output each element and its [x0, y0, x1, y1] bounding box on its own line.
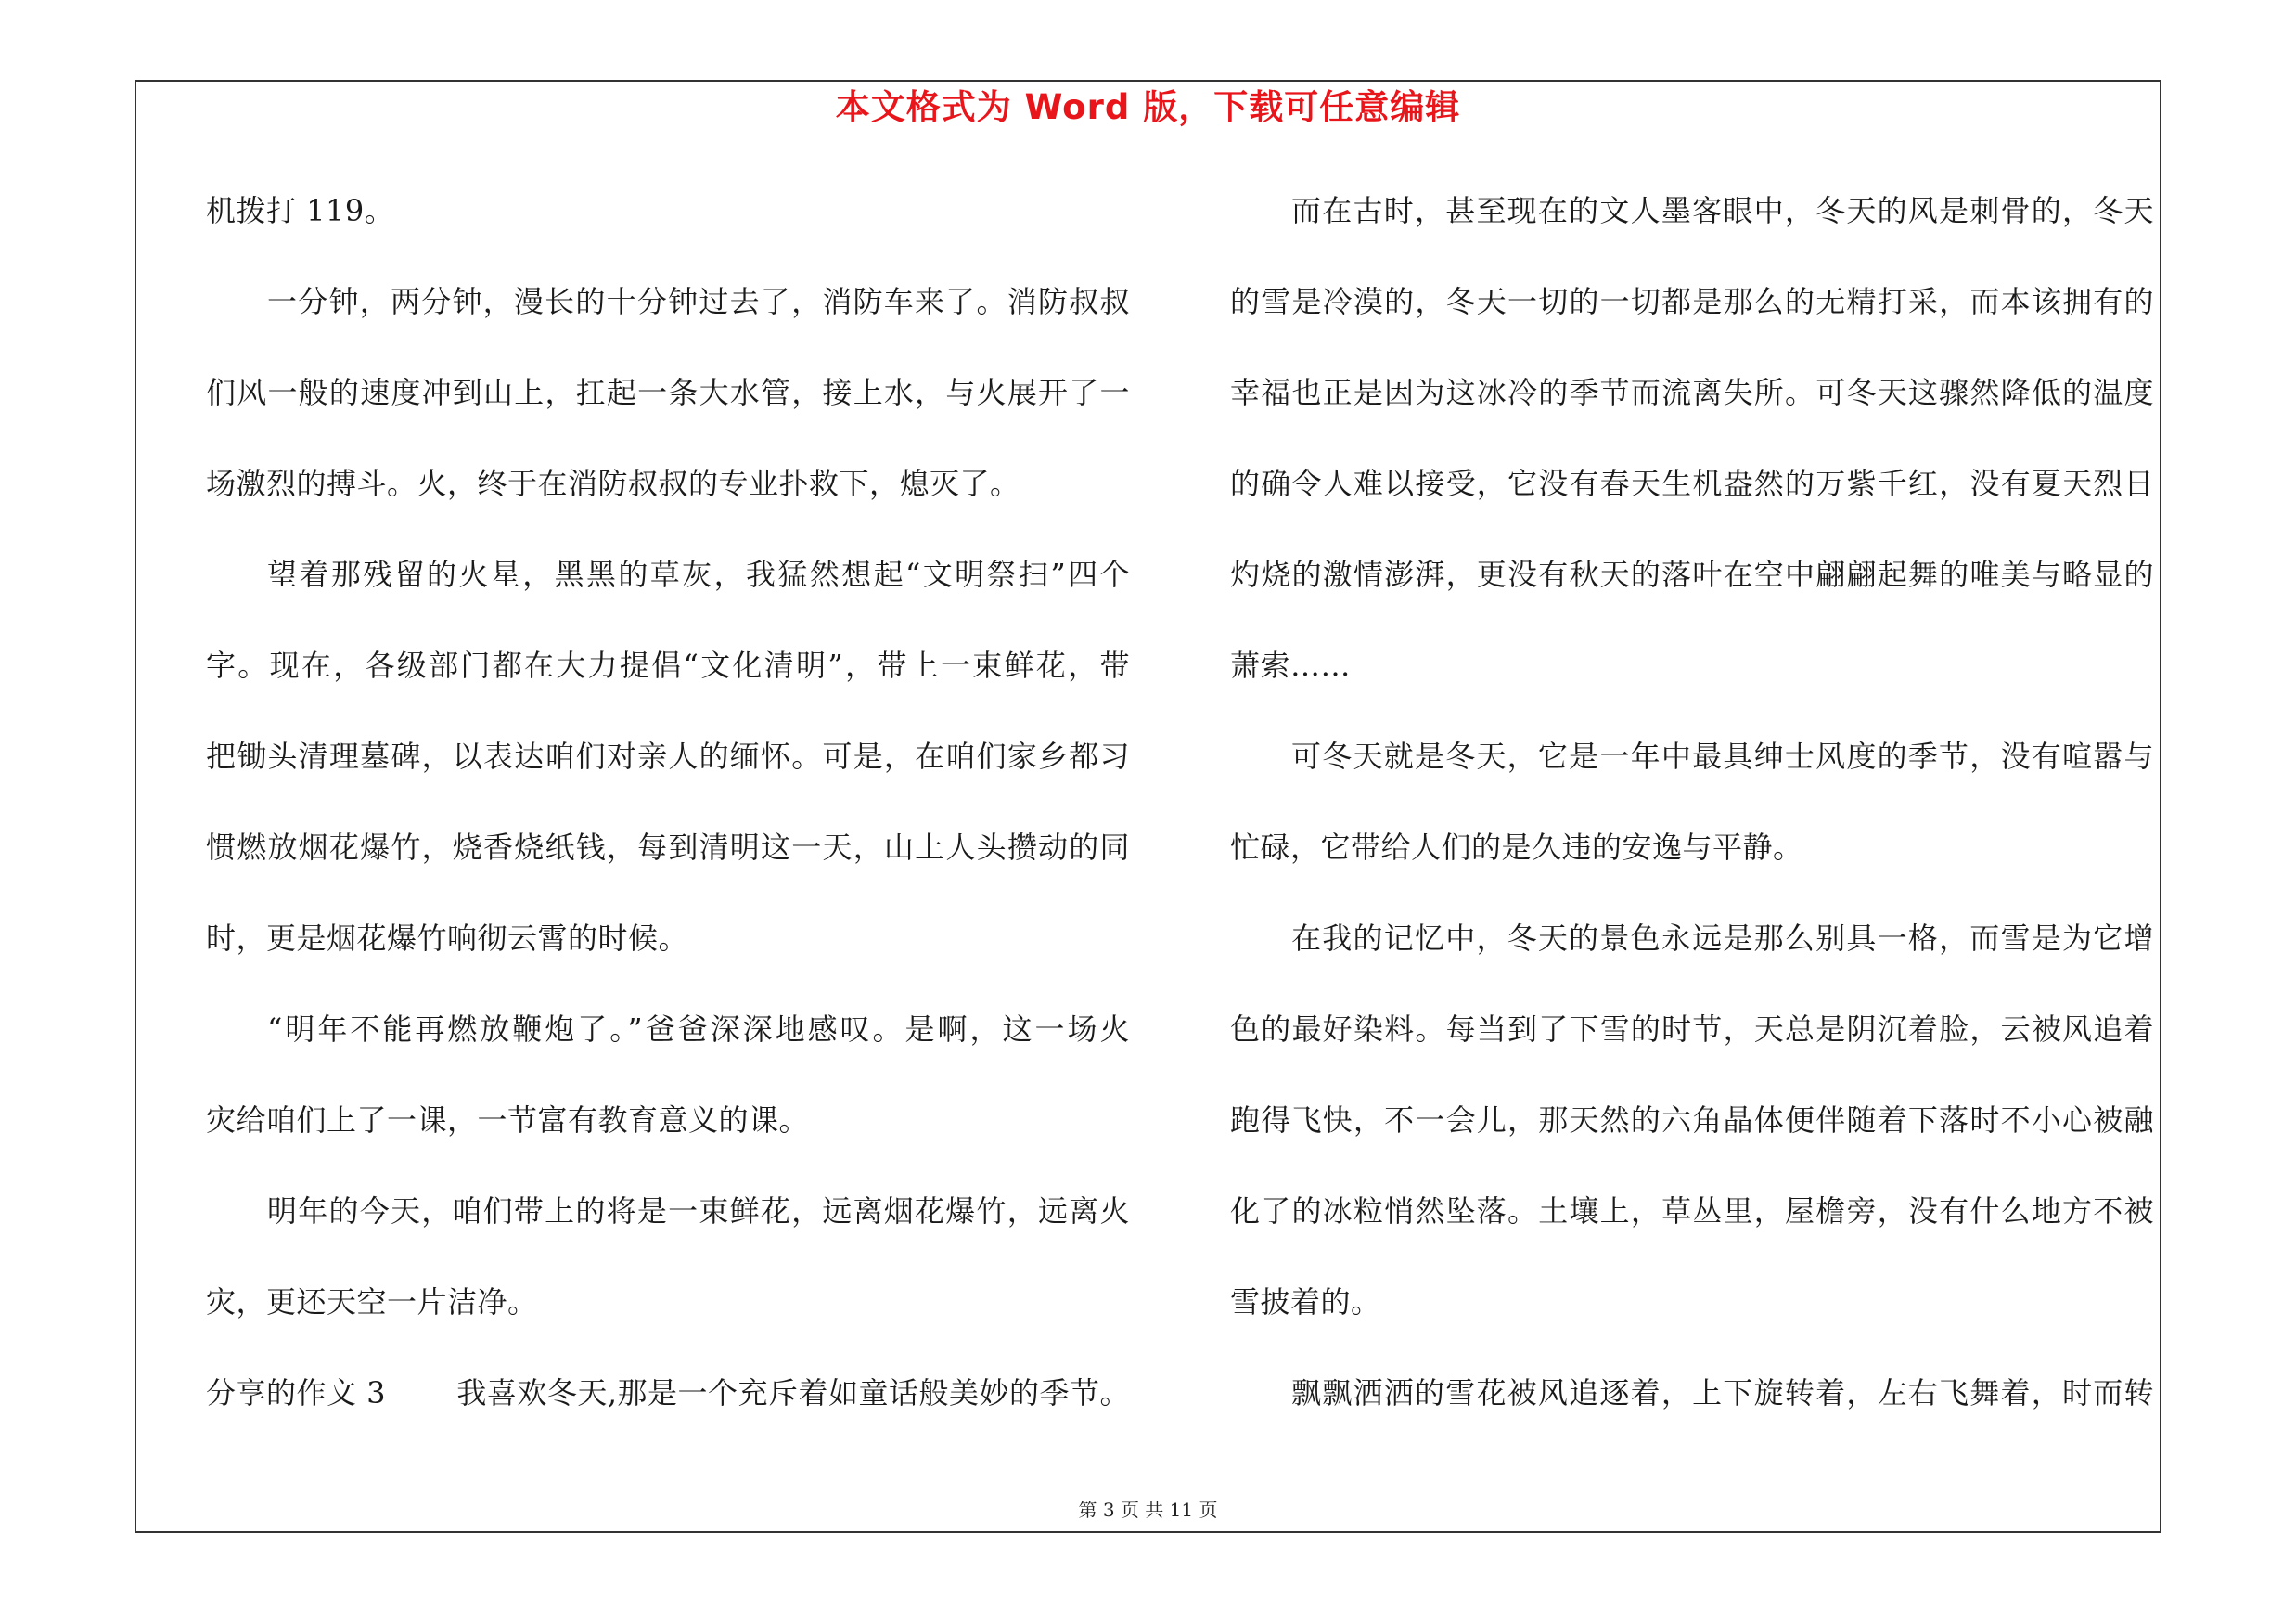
text-line: 灼烧的激情澎湃，更没有秋天的落叶在空中翩翩起舞的唯美与略显的 [1230, 557, 2154, 592]
text-line: 把锄头清理墓碑，以表达咱们对亲人的缅怀。可是，在咱们家乡都习 [206, 739, 1130, 774]
text-line: 望着那残留的火星，黑黑的草灰，我猛然想起“文明祭扫”四个 [267, 557, 1130, 592]
text-line: 雪披着的。 [1230, 1284, 1381, 1320]
text-line: 们风一般的速度冲到山上，扛起一条大水管，接上水，与火展开了一 [206, 375, 1130, 410]
text-line: 惯燃放烟花爆竹，烧香烧纸钱，每到清明这一天，山上人头攒动的同 [206, 830, 1130, 865]
text-line: 而在古时，甚至现在的文人墨客眼中，冬天的风是刺骨的，冬天 [1291, 193, 2154, 228]
text-line: 场激烈的搏斗。火，终于在消防叔叔的专业扑救下，熄灭了。 [206, 466, 1020, 501]
text-line: 明年的今天，咱们带上的将是一束鲜花，远离烟花爆竹，远离火 [267, 1193, 1130, 1229]
text-line: 一分钟，两分钟，漫长的十分钟过去了，消防车来了。消防叔叔 [267, 284, 1130, 319]
text-line: 色的最好染料。每当到了下雪的时节，天总是阴沉着脸，云被风追着 [1230, 1011, 2154, 1047]
text-line: 跑得飞快，不一会儿，那天然的六角晶体便伴随着下落时不小心被融 [1230, 1102, 2154, 1138]
text-line: 忙碌，它带给人们的是久违的安逸与平静。 [1230, 830, 1803, 865]
text-line: 灾给咱们上了一课，一节富有教育意义的课。 [206, 1102, 810, 1138]
text-line: 灾，更还天空一片洁净。 [206, 1284, 538, 1320]
page-number-footer: 第 3 页 共 11 页 [1078, 1499, 1218, 1521]
word-format-banner: 本文格式为 Word 版，下载可任意编辑 [835, 87, 1461, 127]
text-line: 字。现在，各级部门都在大力提倡“文化清明”，带上一束鲜花，带 [206, 648, 1130, 683]
essay-opening-sentence: 我喜欢冬天,那是一个充斥着如童话般美妙的季节。 [456, 1375, 1130, 1410]
text-line: 萧索…… [1230, 648, 1352, 683]
text-line: 化了的冰粒悄然坠落。土壤上，草丛里，屋檐旁，没有什么地方不被 [1230, 1193, 2154, 1229]
text-line: 飘飘洒洒的雪花被风追逐着，上下旋转着，左右飞舞着，时而转 [1291, 1375, 2154, 1410]
text-line: 在我的记忆中，冬天的景色永远是那么别具一格，而雪是为它增 [1291, 921, 2154, 956]
text-line: 机拨打 119。 [206, 193, 395, 228]
essay-heading: 分享的作文 3 [206, 1375, 387, 1410]
text-line: “明年不能再燃放鞭炮了。”爸爸深深地感叹。是啊，这一场火 [267, 1011, 1130, 1047]
text-line: 可冬天就是冬天，它是一年中最具绅士风度的季节，没有喧嚣与 [1291, 739, 2154, 774]
text-line: 的雪是冷漠的，冬天一切的一切都是那么的无精打采，而本该拥有的 [1230, 284, 2154, 319]
left-text-column [206, 183, 1130, 1456]
right-text-column [1230, 183, 2154, 1456]
text-line: 的确令人难以接受，它没有春天生机盎然的万紫千红，没有夏天烈日 [1230, 466, 2154, 501]
text-line: 时，更是烟花爆竹响彻云霄的时候。 [206, 921, 689, 956]
text-line: 幸福也正是因为这冰冷的季节而流离失所。可冬天这骤然降低的温度 [1230, 375, 2154, 410]
essay-heading-line [206, 1365, 1130, 1456]
